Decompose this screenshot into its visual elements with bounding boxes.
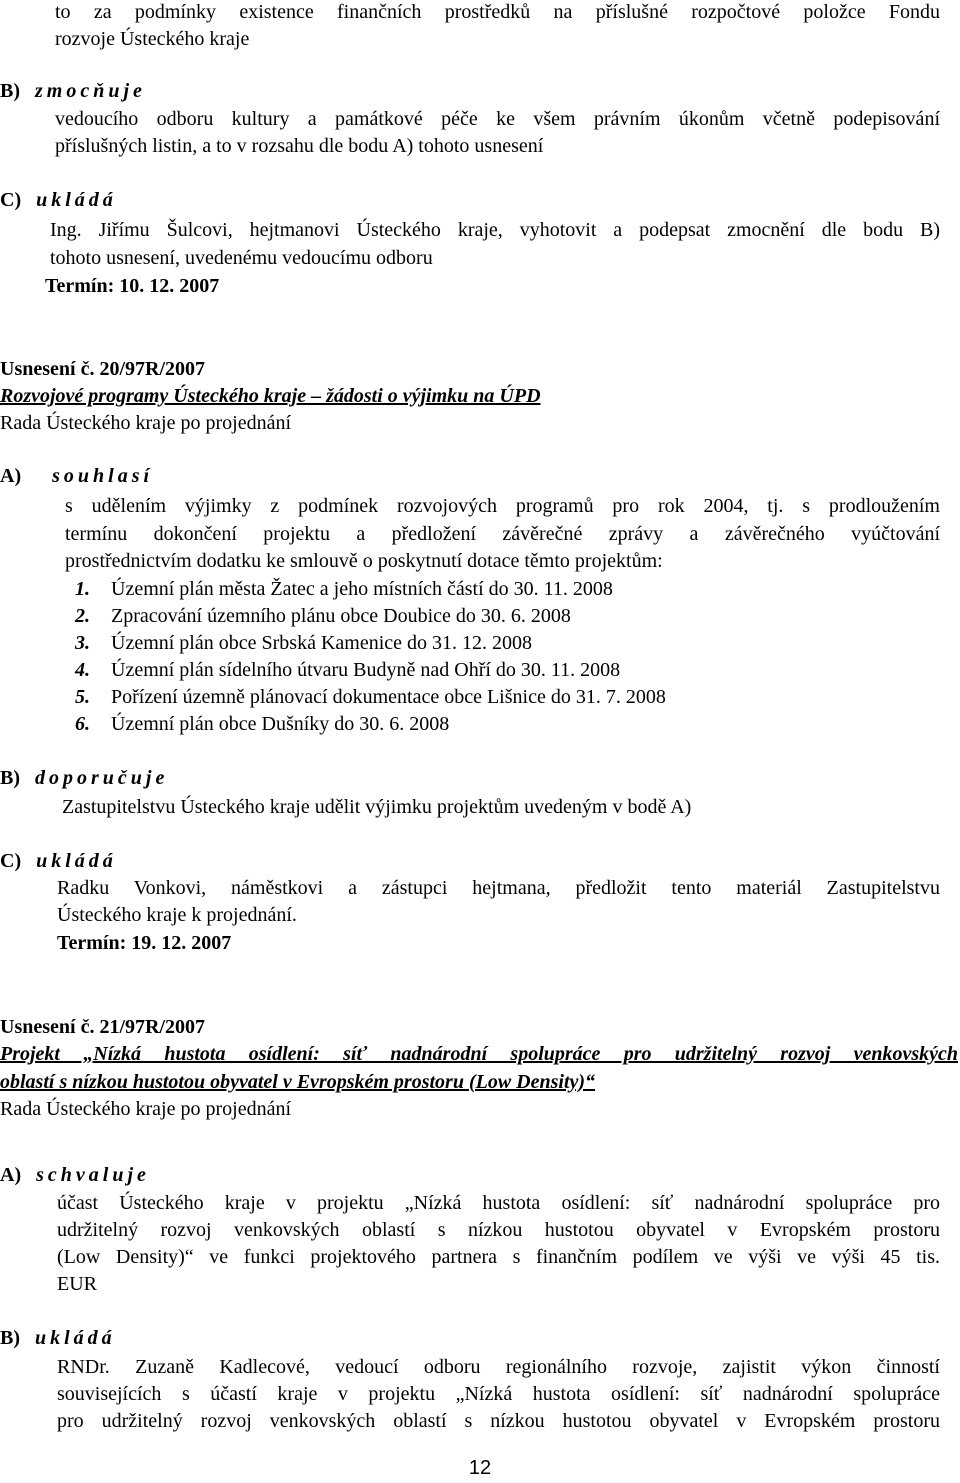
paragraph-line: Zastupitelstvu Ústeckého kraje udělit výjimku projektům uvedeným v bodě A) [62, 796, 692, 818]
section-label: A) [0, 465, 22, 487]
resolution-intro: Rada Ústeckého kraje po projednání [0, 1098, 292, 1120]
resolution-number: Usnesení č. 20/97R/2007 [0, 358, 205, 380]
section-verb: zmocňuje [35, 80, 146, 102]
list-item [75, 685, 666, 709]
list-item-number: 3. [75, 632, 90, 654]
paragraph-line: (Low Density)“ ve funkci projektového partnera s finančním podílem ve výši ve výši 45 tis. [57, 1246, 940, 1268]
intro-line-1: to za podmínky existence finančních prostředků na příslušné rozpočtové položce Fondu [55, 1, 940, 23]
section-verb: ukládá [36, 189, 117, 211]
section-heading-a [0, 464, 153, 488]
list-item-number: 1. [75, 578, 90, 600]
paragraph-line: účast Ústeckého kraje v projektu „Nízká hustota osídlení: síť nadnárodní spolupráce pro [57, 1192, 940, 1214]
section-heading-b [0, 766, 168, 790]
paragraph-line: termínu dokončení projektu a předložení závěrečné zprávy a závěrečného vyúčtování [65, 523, 940, 545]
paragraph-line: udržitelný rozvoj venkovských oblastí s nízkou hustotou obyvatel v Evropském prostoru [57, 1219, 940, 1241]
deadline: Termín: 10. 12. 2007 [45, 275, 220, 297]
list-item [75, 604, 571, 628]
list-item [75, 658, 620, 682]
section-heading-c [0, 188, 117, 212]
resolution-number: Usnesení č. 21/97R/2007 [0, 1016, 205, 1038]
list-item-text: Územní plán obce Srbská Kamenice do 31. 12. 2008 [111, 632, 533, 654]
page-number: 12 [468, 1457, 492, 1479]
list-item [75, 577, 613, 601]
resolution-title-line: oblastí s nízkou hustotou obyvatel v Evropském prostoru (Low Density)“ [0, 1071, 596, 1093]
paragraph-line: pro udržitelný rozvoj venkovských oblastí s nízkou hustotou obyvatel v Evropském prostoru [57, 1410, 940, 1432]
list-item-text: Územní plán sídelního útvaru Budyně nad Ohří do 30. 11. 2008 [111, 659, 621, 681]
section-heading-b [0, 79, 146, 103]
section-label: C) [0, 850, 22, 872]
resolution-intro: Rada Ústeckého kraje po projednání [0, 412, 292, 434]
resolution-title: Rozvojové programy Ústeckého kraje – žádosti o výjimku na ÚPD [0, 385, 541, 407]
section-verb: schvaluje [36, 1164, 150, 1186]
paragraph-line: EUR [57, 1273, 97, 1295]
paragraph-line: Ústeckého kraje k projednání. [57, 904, 297, 926]
list-item-text: Územní plán města Žatec a jeho místních částí do 30. 11. 2008 [111, 578, 613, 600]
resolution-title-line: Projekt „Nízká hustota osídlení: síť nadnárodní spolupráce pro udržitelný rozvoj venkovských [0, 1043, 958, 1065]
paragraph-line: s udělením výjimky z podmínek rozvojových programů pro rok 2004, tj. s prodloužením [65, 495, 940, 517]
section-verb: ukládá [35, 1327, 116, 1349]
list-item-text: Pořízení územně plánovací dokumentace obce Lišnice do 31. 7. 2008 [111, 686, 666, 708]
list-item-number: 5. [75, 686, 90, 708]
intro-line-2: rozvoje Ústeckého kraje [55, 28, 250, 50]
paragraph-line: prostřednictvím dodatku ke smlouvě o poskytnutí dotace těmto projektům: [65, 550, 663, 572]
paragraph-line: souvisejících s účastí kraje v projektu „Nízká hustota osídlení: síť nadnárodní spolupráce [57, 1383, 940, 1405]
section-label: B) [0, 767, 20, 789]
paragraph-line: Ing. Jiřímu Šulcovi, hejtmanovi Ústeckého kraje, vyhotovit a podepsat zmocnění dle bodu B) [50, 219, 940, 241]
paragraph-line: Radku Vonkovi, náměstkovi a zástupci hejtmana, předložit tento materiál Zastupitelstvu [57, 877, 940, 899]
section-verb: doporučuje [35, 767, 169, 789]
list-item-text: Zpracování územního plánu obce Doubice do 30. 6. 2008 [111, 605, 571, 627]
section-label: B) [0, 80, 20, 102]
list-item-number: 2. [75, 605, 90, 627]
list-item [75, 631, 532, 655]
section-heading-a [0, 1163, 150, 1187]
paragraph-line: RNDr. Zuzaně Kadlecové, vedoucí odboru regionálního rozvoje, zajistit výkon činností [57, 1356, 940, 1378]
section-heading-b [0, 1326, 116, 1350]
section-heading-c [0, 849, 117, 873]
section-verb: souhlasí [52, 465, 154, 487]
section-label: B) [0, 1327, 20, 1349]
paragraph-line: tohoto usnesení, uvedenému vedoucímu odboru [50, 247, 433, 269]
section-label: C) [0, 189, 22, 211]
section-label: A) [0, 1164, 22, 1186]
deadline: Termín: 19. 12. 2007 [57, 932, 232, 954]
list-item-number: 6. [75, 713, 90, 735]
list-item-text: Územní plán obce Dušníky do 30. 6. 2008 [111, 713, 450, 735]
section-verb: ukládá [36, 850, 117, 872]
paragraph-line: příslušných listin, a to v rozsahu dle bodu A) tohoto usnesení [55, 135, 544, 157]
list-item [75, 712, 449, 736]
paragraph-line: vedoucího odboru kultury a památkové péče ke všem právním úkonům včetně podepisování [55, 108, 940, 130]
list-item-number: 4. [75, 659, 90, 681]
